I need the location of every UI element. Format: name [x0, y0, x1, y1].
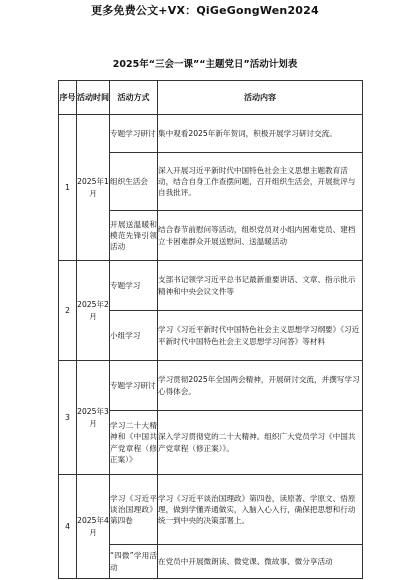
activity-plan-table	[58, 80, 363, 579]
activity-method: 学习《习近平谈治国理政》第四卷	[110, 475, 158, 545]
row-number: 4	[59, 475, 77, 579]
activity-method: 专题学习研讨	[110, 115, 158, 153]
activity-content: 深入开展习近平新时代中国特色社会主义思想主题教育活动，结合自身工作查摆问题，召开组织生活会，开展批评与自我批评。	[158, 153, 363, 211]
table-row	[59, 261, 363, 311]
activity-content: 学习《习近平谈治国理政》第四卷，读原著、学原文、悟原理，做到学懂弄通做实，入脑入心入行，确保把思想和行动统一到中央的决策部署上。	[158, 475, 363, 545]
table-row	[59, 115, 363, 153]
activity-time: 2025年4月	[77, 475, 110, 579]
activity-time: 2025年3月	[77, 361, 110, 475]
activity-method: 组织生活会	[110, 153, 158, 211]
activity-content: 集中观看2025年新年贺词，积极开展学习研讨交流。	[158, 115, 363, 153]
header-time: 活动时间	[77, 81, 110, 115]
activity-content: 支部书记领学习近平总书记最新重要讲话、文章、指示批示精神和中央会议文件等	[158, 261, 363, 311]
row-number: 1	[59, 115, 77, 261]
activity-time: 2025年2月	[77, 261, 110, 361]
header-method: 活动方式	[110, 81, 158, 115]
activity-method: 开展送温暖和模范先锋引领活动	[110, 211, 158, 261]
activity-method: “四微”学用活动	[110, 545, 158, 579]
activity-method: 学习二十大精神和《中国共产党章程（修正案）》	[110, 411, 158, 475]
activity-time: 2025年1月	[77, 115, 110, 261]
activity-content: 学习《习近平新时代中国特色社会主义思想学习纲要》《习近平新时代中国特色社会主义思想学习问答》等材料	[158, 311, 363, 361]
header-content: 活动内容	[158, 81, 363, 115]
activity-content: 结合春节前慰问等活动，组织党员对小组内困难党员、建档立卡困难群众开展送慰问、送温暖活动	[158, 211, 363, 261]
activity-method: 专题学习研讨	[110, 361, 158, 411]
watermark-text: 更多免费公文+VX：QiGeGongWen2024	[91, 4, 319, 17]
activity-content: 深入学习贯彻党的二十大精神。组织广大党员学习《中国共产党章程（修正案）》。	[158, 411, 363, 475]
row-number: 2	[59, 261, 77, 361]
table-header-row	[59, 81, 363, 115]
header-no: 序号	[59, 81, 77, 115]
activity-content: 学习贯彻2025年全国两会精神，开展研讨交流，并撰写学习心得体会。	[158, 361, 363, 411]
table-row	[59, 361, 363, 411]
table-row	[59, 475, 363, 545]
row-number: 3	[59, 361, 77, 475]
activity-method: 小组学习	[110, 311, 158, 361]
activity-method: 专题学习	[110, 261, 158, 311]
activity-content: 在党员中开展微朗读、微党课、微故事、微分享活动	[158, 545, 363, 579]
document-title: 2025年“三会一课”“主题党日”活动计划表	[112, 59, 298, 70]
